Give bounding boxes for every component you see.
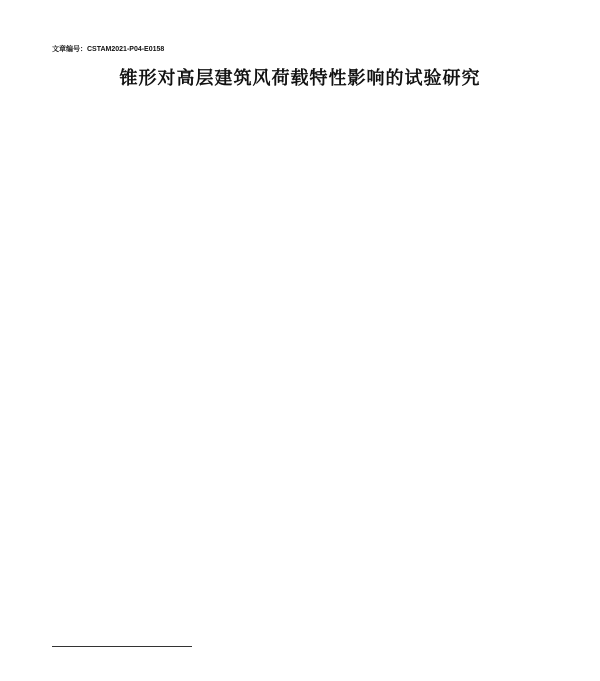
paper-title: 锥形对高层建筑风荷载特性影响的试验研究 xyxy=(119,68,481,89)
footnote-rule xyxy=(52,646,192,647)
article-id: 文章编号：CSTAM2021-P04-E0158 xyxy=(52,46,165,53)
